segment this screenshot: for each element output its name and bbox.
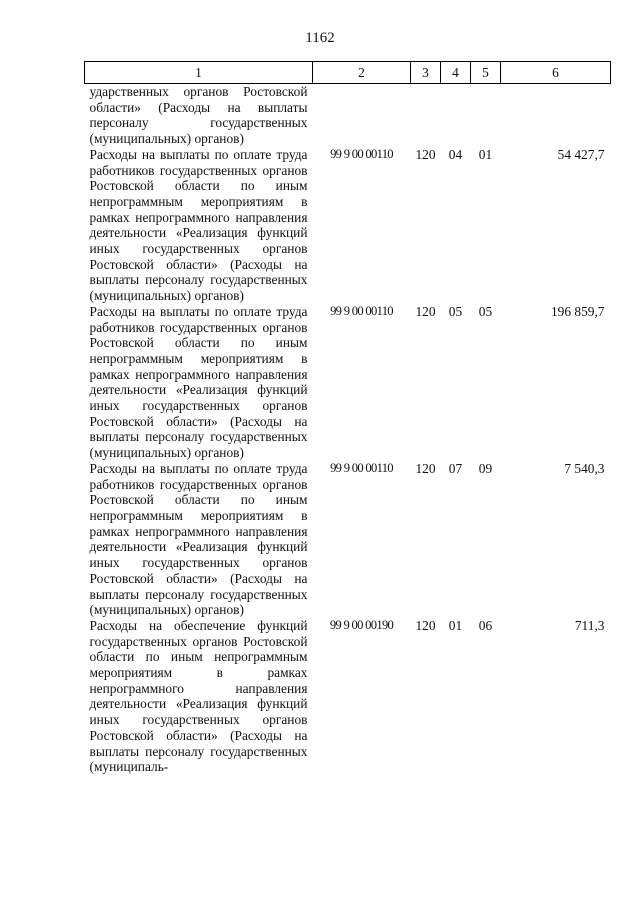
row-amount: 54 427,7 [557,146,605,162]
budget-table [84,61,611,775]
row-expense-type: 120 [415,146,436,162]
column-header: 5 [471,62,501,84]
table-row [85,461,611,618]
row-target-code [313,84,411,147]
row-description: Расходы на выплаты по оплате труда работников государственных органов Ростовской области по иным непрограммным мероприятиям в рамках непрограммного направления деятельности «Реализация функций иных государственных органов Ростовской области» (Расходы на выплаты персоналу государственных (муниципальных) органов) [89,146,308,304]
row-description: Расходы на обеспечение функций государственных органов Ростовской области по иным непрограммным мероприятиям в рамках непрограммного направления деятельности «Реализация функций иных государственных органов Ростовской области» (Расходы на выплаты персоналу государственных (муниципаль- [89,617,308,775]
row-target-code: 99 9 00 00110 [330,460,393,475]
row-expense-type: 120 [415,460,436,476]
table-row [85,618,611,775]
row-subsection: 06 [478,617,493,633]
column-header: 1 [85,62,313,84]
column-header: 3 [411,62,441,84]
row-description: ударственных органов Ростовской области» (Расходы на выплаты персоналу государственных (муниципальных) органов) [89,84,308,147]
row-target-code: 99 9 00 00110 [330,303,393,318]
column-header: 6 [501,62,611,84]
row-section: 07 [448,460,463,476]
table-row [85,304,611,461]
column-header: 4 [441,62,471,84]
row-section [441,84,471,147]
row-subsection [471,84,501,147]
row-subsection: 05 [478,303,493,319]
page-number: 1162 [305,30,335,46]
row-target-code: 99 9 00 00110 [330,146,393,161]
table-header-row [85,62,611,84]
row-amount [501,84,611,147]
row-description: Расходы на выплаты по оплате труда работников государственных органов Ростовской области по иным непрограммным мероприятиям в рамках непрограммного направления деятельности «Реализация функций иных государственных органов Ростовской области» (Расходы на выплаты персоналу государственных (муниципальных) органов) [89,460,308,618]
row-section: 01 [448,617,463,633]
table-row [85,84,611,147]
row-amount: 7 540,3 [564,460,605,476]
row-subsection: 09 [478,460,493,476]
row-expense-type: 120 [415,303,436,319]
row-amount: 711,3 [574,617,605,633]
row-target-code: 99 9 00 00190 [329,617,394,632]
row-expense-type: 120 [415,617,436,633]
row-subsection: 01 [478,146,493,162]
row-section: 04 [448,146,463,162]
row-amount: 196 859,7 [550,303,605,319]
row-description: Расходы на выплаты по оплате труда работников государственных органов Ростовской области по иным непрограммным мероприятиям в рамках непрограммного направления деятельности «Реализация функций иных государственных органов Ростовской области» (Расходы на выплаты персоналу государственных (муниципальных) органов) [89,303,308,461]
row-section: 05 [448,303,463,319]
table-row [85,147,611,304]
row-expense-type [411,84,441,147]
column-header: 2 [313,62,411,84]
